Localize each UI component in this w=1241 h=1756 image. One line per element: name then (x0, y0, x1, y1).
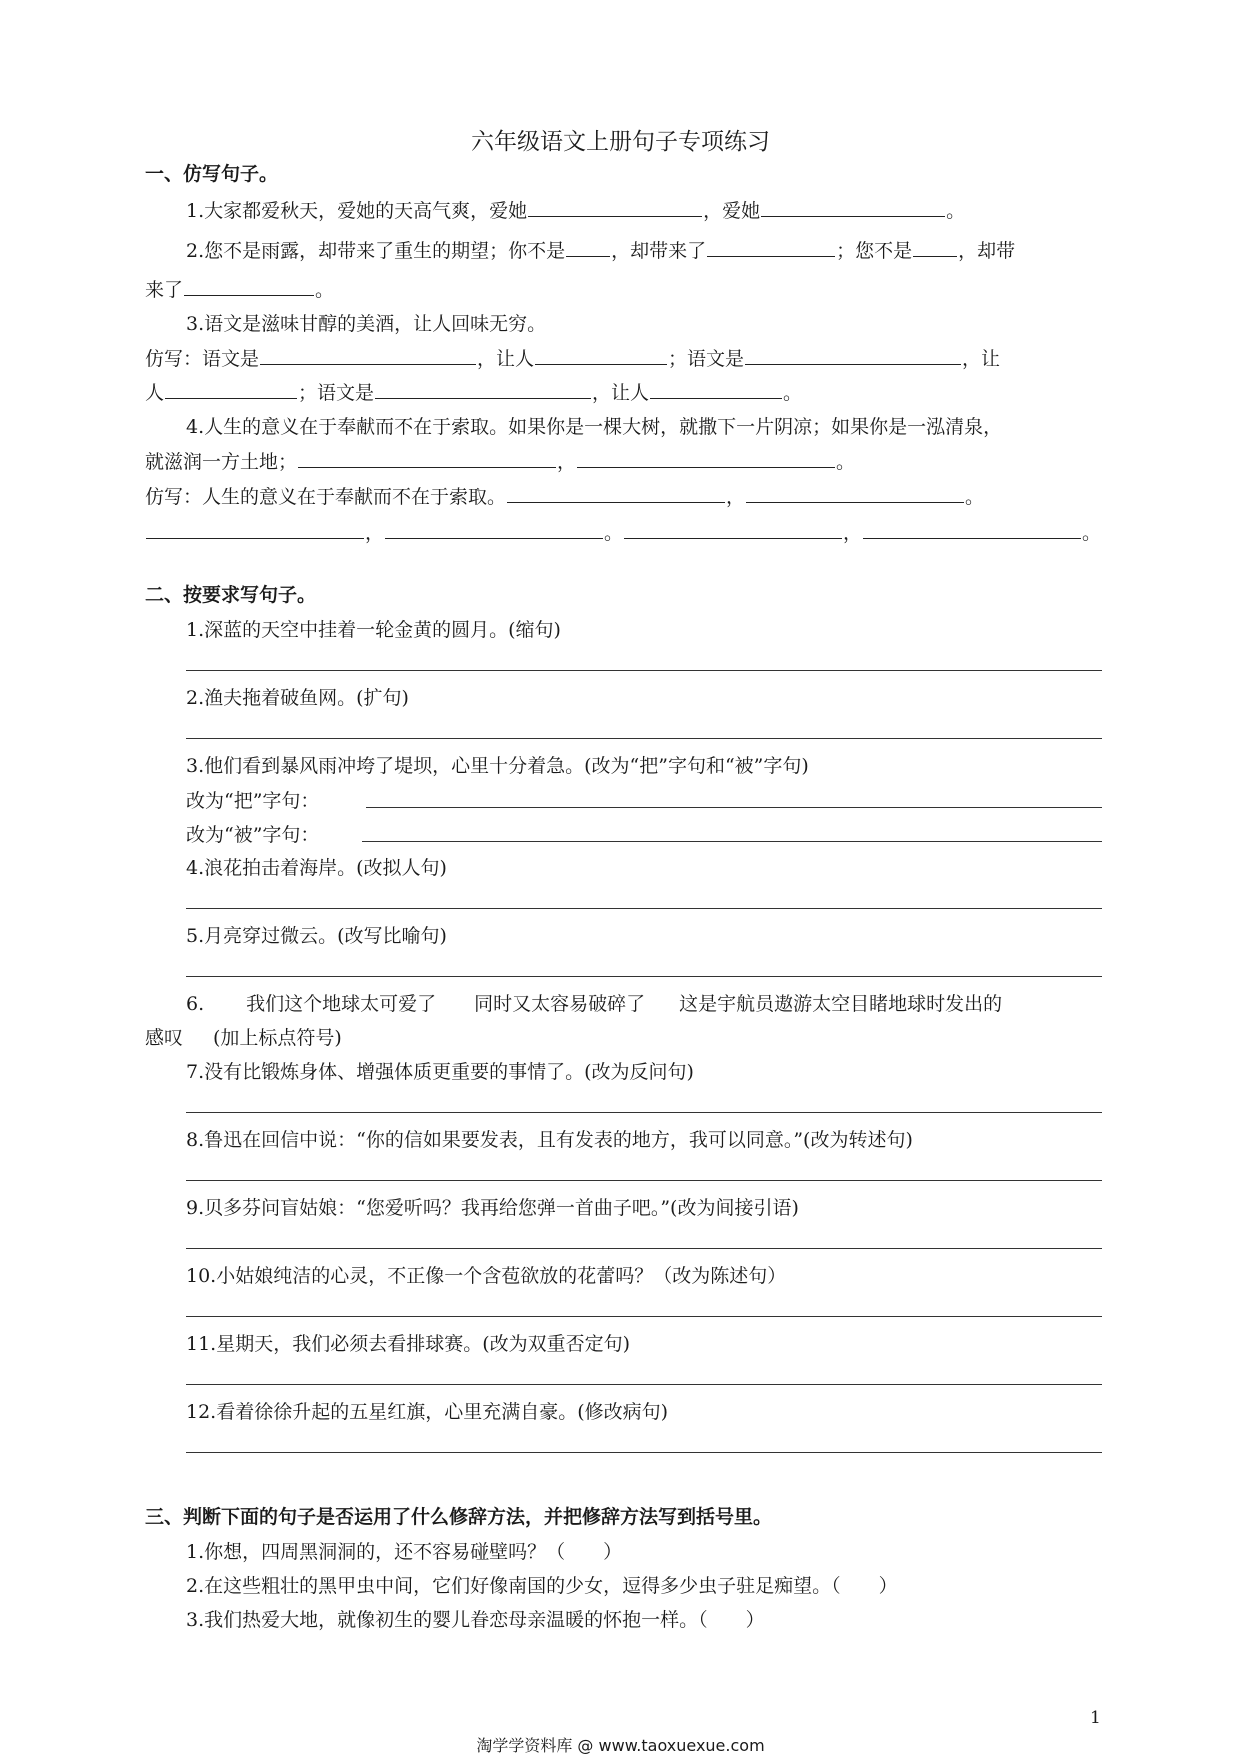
s2-q8: 8.鲁迅在回信中说：“你的信如果要发表，且有发表的地方，我可以同意。”(改为转述句) (186, 1129, 913, 1151)
s1-q4-line-2 (145, 449, 855, 474)
s1-q3-text-g: ；语文是 (298, 382, 375, 404)
s2-q11-answer-line[interactable] (186, 1384, 1102, 1385)
s1-q1-text-a: 1.大家都爱秋天，爱她的天高气爽，爱她 (186, 200, 528, 222)
s2-q6-part-4: 感叹 (145, 1027, 184, 1049)
s2-q6-line-2 (145, 1026, 342, 1050)
s1-q4-blank-1[interactable] (298, 449, 556, 468)
s1-q2-line-2 (145, 277, 334, 302)
s2-q3: 3.他们看到暴风雨冲垮了堤坝，心里十分着急。(改为“把”字句和“被”字句) (186, 755, 809, 777)
s1-q3-text-e: ，让 (962, 348, 1001, 370)
s1-q4-prompt: 4.人生的意义在于奉献而不在于索取。如果你是一棵大树，就撒下一片阴凉；如果你是一泓清泉， (186, 416, 1003, 438)
s3-q2-close: ） (878, 1575, 898, 1597)
s2-q6-instruction: (加上标点符号) (213, 1027, 342, 1049)
s2-q2-answer-line[interactable] (186, 738, 1102, 739)
s1-q3-text-f: 人 (145, 382, 165, 404)
s2-q6-part-3: 这是宇航员遨游太空目睹地球时发出的 (679, 993, 1003, 1015)
s1-q2-blank-4[interactable] (184, 277, 314, 296)
s1-q4-blank-5[interactable] (146, 520, 364, 539)
s3-q2-text: 2.在这些粗壮的黑甲虫中间，它们好像南国的少女，逗得多少虫子驻足痴望。（ (186, 1575, 841, 1597)
s1-q2-blank-1[interactable] (566, 238, 610, 257)
s1-q4-blank-8[interactable] (863, 520, 1081, 539)
s1-q2-blank-3[interactable] (913, 238, 957, 257)
s1-q2-text-c: ；您不是 (836, 240, 913, 262)
s1-q1-blank-1[interactable] (528, 198, 702, 217)
s1-q2-text-a: 2.您不是雨露，却带来了重生的期望；你不是 (186, 240, 566, 262)
s2-q5: 5.月亮穿过微云。(改写比喻句) (186, 925, 447, 947)
s2-q3-ba-answer-line[interactable] (366, 807, 1102, 808)
s2-q5-answer-line[interactable] (186, 976, 1102, 977)
s1-q3-blank-6[interactable] (650, 380, 782, 399)
s2-q4-answer-line[interactable] (186, 908, 1102, 909)
s1-q3-blank-2[interactable] (535, 346, 667, 365)
s1-q2-text-f: 。 (315, 279, 335, 301)
s2-q9: 9.贝多芬问盲姑娘：“您爱听吗？我再给您弹一首曲子吧。”(改为间接引语) (186, 1197, 799, 1219)
s1-q4-blank-7[interactable] (624, 520, 842, 539)
s1-q2-text-b: ，却带来了 (611, 240, 707, 262)
section-2-heading: 二、按要求写句子。 (145, 584, 317, 606)
s2-q10-answer-line[interactable] (186, 1316, 1102, 1317)
s1-q1-blank-2[interactable] (761, 198, 945, 217)
page-number: 1 (1090, 1708, 1101, 1728)
s1-q4-line-4 (145, 520, 1101, 545)
s1-q1 (186, 198, 965, 223)
s2-q6-part-1: 我们这个地球太可爱了 (246, 993, 437, 1015)
s2-q12: 12.看着徐徐升起的五星红旗，心里充满自豪。(修改病句) (186, 1401, 669, 1423)
s3-q3-text: 3.我们热爱大地，就像初生的婴儿眷恋母亲温暖的怀抱一样。（ (186, 1609, 708, 1631)
s3-q3-close: ） (745, 1609, 765, 1631)
s1-q1-text-c: 。 (946, 200, 966, 222)
s1-q4-text-f: ， (726, 486, 746, 508)
s1-q1-text-b: ，爱她 (703, 200, 761, 222)
s1-q2-line-1 (186, 238, 1015, 263)
s2-q11: 11.星期天，我们必须去看排球赛。(改为双重否定句) (186, 1333, 631, 1355)
s2-q10: 10.小姑娘纯洁的心灵，不正像一个含苞欲放的花蕾吗？（改为陈述句） (186, 1265, 787, 1287)
s1-q4-text-d: 。 (836, 451, 856, 473)
s1-q3-line-2 (145, 380, 802, 405)
s1-q3-blank-4[interactable] (165, 380, 297, 399)
s1-q4-text-j: ， (843, 522, 863, 544)
s2-q9-answer-line[interactable] (186, 1248, 1102, 1249)
s2-q3-ba-label: 改为“把”字句： (186, 790, 320, 812)
s2-q7-answer-line[interactable] (186, 1112, 1102, 1113)
s1-q4-text-e: 仿写：人生的意义在于奉献而不在于索取。 (145, 486, 507, 508)
s1-q2-text-e: 来了 (145, 279, 184, 301)
s1-q4-text-k: 。 (1082, 522, 1102, 544)
s1-q4-blank-6[interactable] (385, 520, 603, 539)
s1-q4-text-g: 。 (965, 486, 985, 508)
s3-q3 (186, 1608, 765, 1632)
s2-q8-answer-line[interactable] (186, 1180, 1102, 1181)
s2-q1-answer-line[interactable] (186, 670, 1102, 671)
s2-q3-bei-answer-line[interactable] (362, 841, 1102, 842)
s2-q1: 1.深蓝的天空中挂着一轮金黄的圆月。(缩句) (186, 619, 561, 641)
s2-q2: 2.渔夫拖着破鱼网。(扩句) (186, 687, 409, 709)
s1-q2-blank-2[interactable] (707, 238, 835, 257)
s1-q3-text-c: ，让人 (477, 348, 535, 370)
s2-q12-answer-line[interactable] (186, 1452, 1102, 1453)
s2-q4: 4.浪花拍击着海岸。(改拟人句) (186, 857, 447, 879)
section-3-heading: 三、判断下面的句子是否运用了什么修辞方法，并把修辞方法写到括号里。 (145, 1506, 773, 1528)
s1-q3-prompt: 3.语文是滋味甘醇的美酒，让人回味无穷。 (186, 313, 547, 335)
footer-watermark: 淘学学资料库 @ www.taoxuexue.com (476, 1736, 765, 1755)
s1-q4-text-i: 。 (604, 522, 624, 544)
s1-q4-blank-2[interactable] (577, 449, 835, 468)
s3-q1-close: ） (603, 1541, 623, 1563)
page-title: 六年级语文上册句子专项练习 (471, 129, 770, 155)
s1-q3-blank-5[interactable] (375, 380, 591, 399)
s1-q4-text-h: ， (365, 522, 385, 544)
s1-q4-text-b: 就滋润一方土地； (145, 451, 298, 473)
s1-q3-text-i: 。 (783, 382, 803, 404)
s1-q4-text-c: ， (557, 451, 577, 473)
s2-q6-num: 6. (186, 993, 205, 1015)
s2-q6-part-2: 同时又太容易破碎了 (474, 993, 646, 1015)
s1-q4-blank-3[interactable] (507, 484, 725, 503)
s3-q2 (186, 1574, 898, 1598)
s1-q4-blank-4[interactable] (746, 484, 964, 503)
s2-q7: 7.没有比锻炼身体、增强体质更重要的事情了。(改为反问句) (186, 1061, 694, 1083)
s1-q3-blank-3[interactable] (745, 346, 961, 365)
s1-q2-text-d: ，却带 (958, 240, 1016, 262)
s1-q3-blank-1[interactable] (260, 346, 476, 365)
s2-q3-bei-label: 改为“被”字句： (186, 824, 320, 846)
s3-q1-text: 1.你想，四周黑洞洞的，还不容易碰壁吗？（ (186, 1541, 566, 1563)
s2-q6-line-1 (186, 992, 1002, 1016)
s1-q4-line-3 (145, 484, 984, 509)
s1-q3-line-1 (145, 346, 1000, 371)
s3-q1 (186, 1540, 622, 1564)
s1-q3-text-h: ，让人 (592, 382, 650, 404)
s1-q3-text-b: 仿写：语文是 (145, 348, 260, 370)
section-1-heading: 一、仿写句子。 (145, 163, 279, 185)
s1-q3-text-d: ；语文是 (668, 348, 745, 370)
